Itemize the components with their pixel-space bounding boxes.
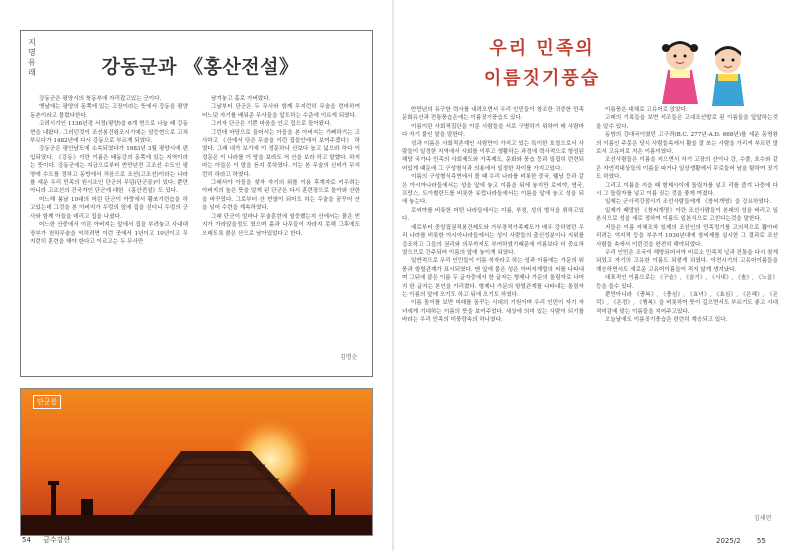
paragraph: 일제가 패망한 《창씨개명》이란 조선사람들이 본래의 성을 버리고 일본식으로 성을 새로 정하여 이름도 일본식으로 고친다는것을 말한다. — [596, 207, 778, 223]
issue-date: 2025/2 — [716, 537, 741, 545]
paragraph: 이름의 구성형식측면에서 볼 때 우리 나라를 비롯한 중국, 웰남 등과 같은 아시아나라들에서는 성을 앞에 놓고 이름을 뒤에 놓지만 로씨야, 영국, 프랑스, 도이췰란드를 비롯한 유럽나라들에서는 이름을 앞에 놓고 성을 뒤에 놓는다. — [402, 174, 584, 206]
paragraph: 그러자 단군은 기쁜 마음을 안고 집으로 돌아왔다. — [211, 121, 332, 128]
paragraph: 일제는 군사적강점시기 조선사람들에게 《창씨개명》을 강요하였다. — [605, 199, 771, 206]
paragraph: 그날부터 단군은 두 무사와 함께 무지런히 무술을 련마하여 어느덧 자기를 배워준 무사들을 앞도하는 수준에 이르게 되였다. — [202, 104, 360, 119]
paragraph: 강동군은 평안남도에 소속되였다가 1983년 3월 평양시에 편입되였다. 《강동》이란 이름은 태동강의 동쪽에 있는 지역이라는 뜻이다. 강동군에는 지금으로부터 반만년전 고조선 수도인 평양에 수도를 정하고 동방에서 처음으로 조선(고조선)이라는 나라를 세운 우리 민족의 원시조인 단군의 무덤(단군릉)이 있다. 뿐만아니라 고조선의 건국자인 단군에 대한 《홍산전설》도 있다. — [30, 146, 188, 195]
article-column-1 — [402, 106, 584, 536]
photo-caption-label: 단군릉 — [33, 395, 61, 409]
title-line-2: 이름짓기풍습 — [483, 68, 601, 89]
paragraph: 남겨놓고 홀로 가버렸다. — [211, 96, 271, 102]
paragraph: 조선사람들은 이름을 지으면서 자기 고장의 산이나 강, 수풀, 호수와 같은 자연적대상들의 이름을 따거나 일상생활에서 무로들어 남을 탐하여 짓기도 하였다. — [596, 157, 778, 181]
section-tag: 지명유래 — [28, 38, 36, 77]
paragraph: 반만년의 유구한 력사를 내려오면서 우리 인민들이 창조한 귀중한 민족문화유산과 전통풍습은에는 이름짓기풍습도 있다. — [402, 107, 584, 122]
paragraph: 예로부터 중앙집권적봉건제도와 가부장적가족제도가 매우 강하였던 우리 나라를 비롯한 아시아나라들에서는 성이 사람들의 출신성분이나 지위를 강조하고 그들의 권리와 의무까지도 부여하였기때문에 이름보다 더 중요하였으므로 간주되어 이름의 앞에 놓이게 되였다. — [402, 224, 584, 256]
paragraph: 옛날에는 평양의 동쪽에 있는 고장이라는 뜻에서 강동을 평양동촌이라고 불렀다한다. — [30, 104, 188, 119]
right-page — [394, 0, 787, 551]
children-illustration — [650, 34, 760, 114]
paragraph: 고래의 기록들을 보면 석조들은 고대조선발로 된 이름들을 앞앞하는것을 알수 있다. — [596, 115, 778, 130]
article-title-right — [452, 34, 632, 90]
paragraph: 뿐만아니라 《충복》, 《충심》, 《효녀》, 《효심》, 《은혜》, 《은덕》, 《은정》, 《행복》을 비롯하여 뜻이 깊으면서도 부르기도 좋고 시대적미감에 맞는 이름들을 지어주고있다. — [596, 291, 778, 315]
paragraph: 일반적으로 우리 인민들이 이름 석자라고 하는 성과 이름에는 가문의 위풍과 항렬관계가 표시되였다. 맨 앞에 붙은 성은 아버지계렬의 씨를 나타내며 그뒤에 붙은 이름 두 글자중에서 한 글자는 형제나 가문의 돌림자로 나머지 한 글자는 본인을 가리켰다. 형제나 가문의 항렬관계를 나타내는 돌림자는 이름의 앞에 오기도 하고 뒤에 오기도 하였다. — [402, 258, 584, 298]
paragraph: 오늘날에도 이름짓기풍습은 련련히 계승되고 있다. — [605, 317, 728, 324]
paragraph: 고려시기인 1136년경 서경(평양)을 6개 현으로 나눌 때 강동현을 내왔다. 그러던것이 조선봉건왕조시기에는 삼등현으로 고쳐부르다가 1482년에 다시 강동으로 부르게 되였다. — [30, 121, 188, 145]
paragraph: 우리 인민은 조국이 해방되어서야 비로소 민족적 넋과 전통을 다시 찾게 되었고 자기의 고유한 이름도 되찾게 되였다. 이전시기의 고유어이름들을 계승하면서도 새로운 고유어이름들이 적지 않게 생겨났다. — [596, 249, 778, 273]
page-number: 54 — [22, 536, 31, 544]
paragraph: 어느한 산중에서 이른 아버지는 앞에서 집을 부려놓고 사내대장부가 천하무술을 익히려면 이런 곳에서 1년이고 10년이고 무지런히 훈련을 해야 한다고 이르고는 두 무사만 — [30, 222, 188, 245]
paragraph: 그리고 이름을 지을 때 형제사이에 돌림자를 넣고 리를 즐겨 나중에 다시 그 돌림자를 넣고 이름 짓는 것을 좋게 여겼다. — [596, 182, 778, 198]
author-name: 김명순 — [340, 354, 358, 361]
folio-left — [22, 535, 70, 545]
article-column-1 — [30, 95, 188, 359]
paragraph: 지들은 이름 자체조차 일제의 조선인의 민족정기를 고의적으로 뽑아버리려는 억지적 등을 부추겨 1930년대에 창씨제를 실시한 그 결과로 조선 사람들 속에서 이런것을 완전히 해야되었다. — [596, 224, 778, 248]
paragraph: 어느해 봄날 10대의 어린 단군이 아랑에서 활쏘기련습을 하고있는데 그것을 본 아버지가 우렁의 앞에 집을 싣더니 우렁의 군사와 함께 아들을 데리고 집을 나셨다. — [30, 196, 188, 220]
paragraph: 그래서야 아들을 찾자 자기의 위를 이용 후계자로 키우려는 아버지의 높은 뜻을 알게 된 단군은 다시 훈련장으로 돌아와 산한을 바꾸었다. 그로부터 산 반열이 되어도 하는 무술을 꿈꾸어 산을 넘어 수련을 계속하였다. — [202, 180, 360, 212]
paragraph: 이름 돌이를 보면 미래를 꿈꾸는 시대의 기원이며 우리 인민이 자기 자녀에게 기대하는 이름의 뜻을 보여주었다. 세상에 의미 있는 사람이 되기를 바라는 우리 민족의 미풍량속의 하나였다. — [402, 300, 584, 324]
magazine-name: 금수강산 — [43, 536, 71, 544]
paragraph: 대표적인 이름으로는 《구슬》, 《슬기》, 《시내》, 《솔》, 《노을》 등을 들수 있다. — [596, 275, 778, 290]
paragraph: 강동군은 평양시의 북동부에 자리잡고있는 군이다. — [39, 96, 162, 102]
photo-dangun-tomb — [20, 388, 373, 536]
article-column-2 — [596, 106, 778, 510]
folio-right — [716, 537, 766, 545]
paragraph: 이름이란 사회적집단을 이룬 사람들을 서로 구별하기 위하여 매 사람마다 자기 붙인 말을 말한다. — [402, 123, 584, 139]
paragraph: 그런데 마당으로 들어서는 아들을 본 아버지는 기뻐하기는 고사하고 《산에서 닦은 무술을 이런 집들안에서 보여주겠다》 하였다. 그래 내가 보기에 이 정문하나 산보다 높고 넓으랴 하다 이 정문은 이 나라를 이 땅을 보라도 저 산을 보라 하고 말했다. 하지마는 아들은 이 말을 듣지 못하였다. 이는 본 무술의 신비가 무지런히 하라고 하였다. — [202, 129, 360, 178]
title-line-1: 우리 민족의 — [489, 38, 595, 59]
left-page — [0, 0, 393, 551]
paragraph: 이름풍은 대체로 고유어로 앉았다. — [605, 107, 688, 113]
paragraph: 성과 이름은 사회적존재인 사람만이 가지고 있는 특이한 호칭으로서 사람들이 일정한 지역에서 사회를 이루고 생활하는 과정에 력사적으로 형성된 해당 국가나 민족의 사회제도와 가족제도, 문화와 풍습 등과 밀접히 련련되어있게 때문에 그 구성형식과 의용에서 일정한 차이를 가지고있다. — [402, 140, 584, 172]
paragraph: 로씨야를 비롯한 어떤 나라들에서는 이름, 부칭, 성의 형식을 취하고있다. — [402, 207, 584, 223]
page-number: 55 — [756, 537, 766, 545]
paragraph: 그래 단군이 얼마나 무술훈련에 열중했는지 산에서는 붉은 빈지가 가라앉을정도 였으며 흙과 나무들이 자라지 못해 그후에도 오래도록 붉은 산으로 남아있었다고 한다. — [202, 213, 360, 237]
article-title: 강동군과 《홍산전설》 — [101, 56, 299, 78]
paragraph: 동방의 강대국이였던 고구려(B.C. 277년-A.D. 668년)를 세운 동명왕의 이름인 주몽은 당시 사람들속에서 활을 잘 쏘는 사람을 가리켜 부르던 말로서 고유어로 지은 이름이였다. — [596, 132, 778, 156]
article-column-2 — [202, 95, 360, 271]
author-name: 김세련 — [754, 515, 772, 522]
